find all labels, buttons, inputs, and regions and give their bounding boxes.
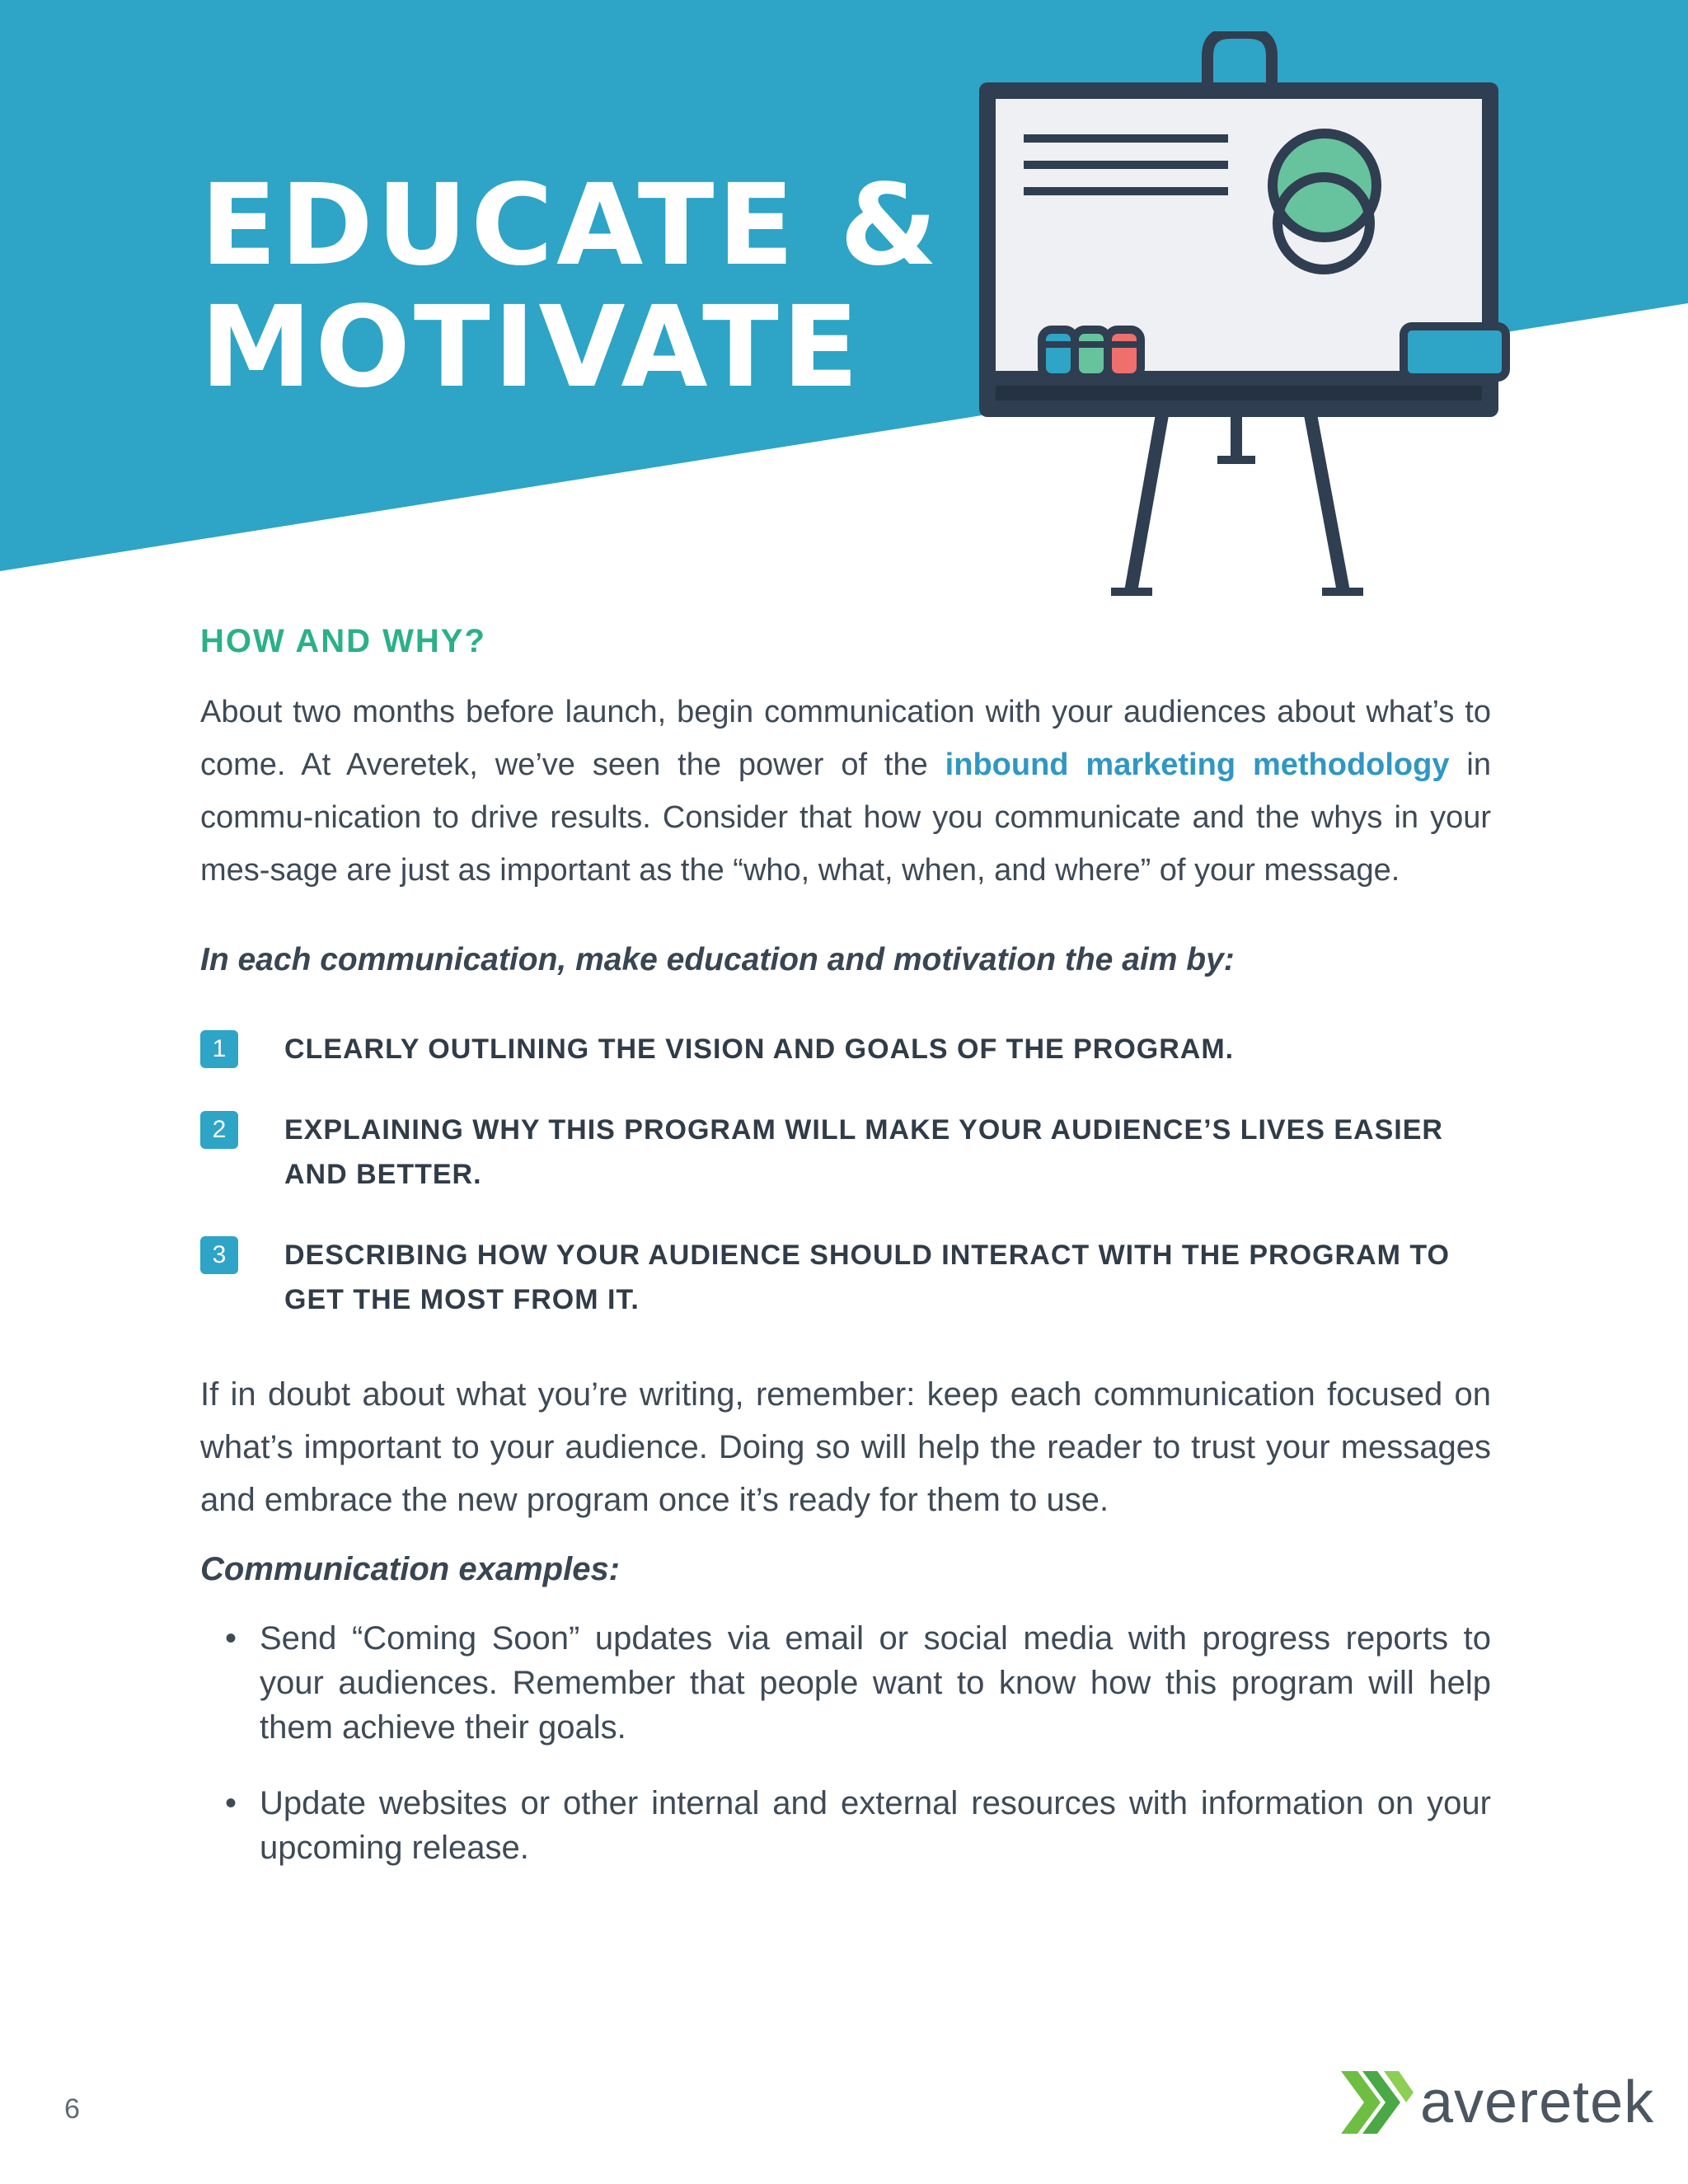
title-line-1: EDUCATE & [200, 161, 941, 291]
section-heading: HOW AND WHY? [200, 623, 486, 659]
lead-statement: In each communication, make education and motivation the aim by: [200, 942, 1235, 977]
list-item [225, 1781, 1491, 1870]
averetek-logo [1339, 2069, 1654, 2136]
examples-heading: Communication examples: [200, 1551, 621, 1587]
step-item [200, 1108, 1491, 1197]
main-content [200, 620, 1491, 1901]
step-item [200, 1233, 1491, 1322]
step-text: DESCRIBING HOW YOUR AUDIENCE SHOULD INTERACT WITH THE PROGRAM TO GET THE MOST FROM IT. [284, 1240, 1450, 1315]
averetek-logo-icon [1339, 2069, 1415, 2135]
intro-paragraph [200, 686, 1491, 897]
step-text: EXPLAINING WHY THIS PROGRAM WILL MAKE YOUR AUDIENCE’S LIVES EASIER AND BETTER. [284, 1114, 1443, 1190]
steps-list [200, 1027, 1491, 1322]
example-text: Send “Coming Soon” updates via email or social media with progress reports to your audiences. Remember that people want to know how this program will help them achieve their goals. [260, 1620, 1491, 1746]
presentation-easel-icon [973, 31, 1517, 600]
step-number-badge: 1 [200, 1030, 238, 1068]
step-number-badge: 2 [200, 1111, 238, 1149]
logo-text: averetek [1420, 2069, 1655, 2135]
page-number: 6 [64, 2093, 80, 2125]
bullet-icon: • [225, 1785, 237, 1821]
step-item [200, 1027, 1491, 1071]
inbound-marketing-link[interactable]: inbound marketing methodology [945, 748, 1450, 782]
intro-text-1: About two months before launch, begin communication with your audiences about what’s to come. At Averetek, we’ve seen the power of the [200, 695, 1491, 782]
list-item [225, 1616, 1491, 1750]
step-text: CLEARLY OUTLINING THE VISION AND GOALS OF THE PROGRAM. [284, 1033, 1235, 1065]
title-line-2: MOTIVATE [200, 283, 862, 413]
example-text: Update websites or other internal and external resources with information on your upcoming release. [260, 1785, 1491, 1866]
examples-list [200, 1616, 1491, 1870]
closing-paragraph: If in doubt about what you’re writing, remember: keep each communication focused on what’s important to your audience. Doing so will help the reader to trust your messages and embrace the new program once it’s ready for them to use. [200, 1376, 1491, 1518]
step-number-badge: 3 [200, 1236, 238, 1274]
intro-text-2: in commu-nication to drive results. Consider that how you communicate and the whys in your mes-sage are just as important as the “who, what, when, and where” of your message. [200, 748, 1491, 888]
page-title [200, 161, 941, 413]
bullet-icon: • [225, 1620, 237, 1657]
